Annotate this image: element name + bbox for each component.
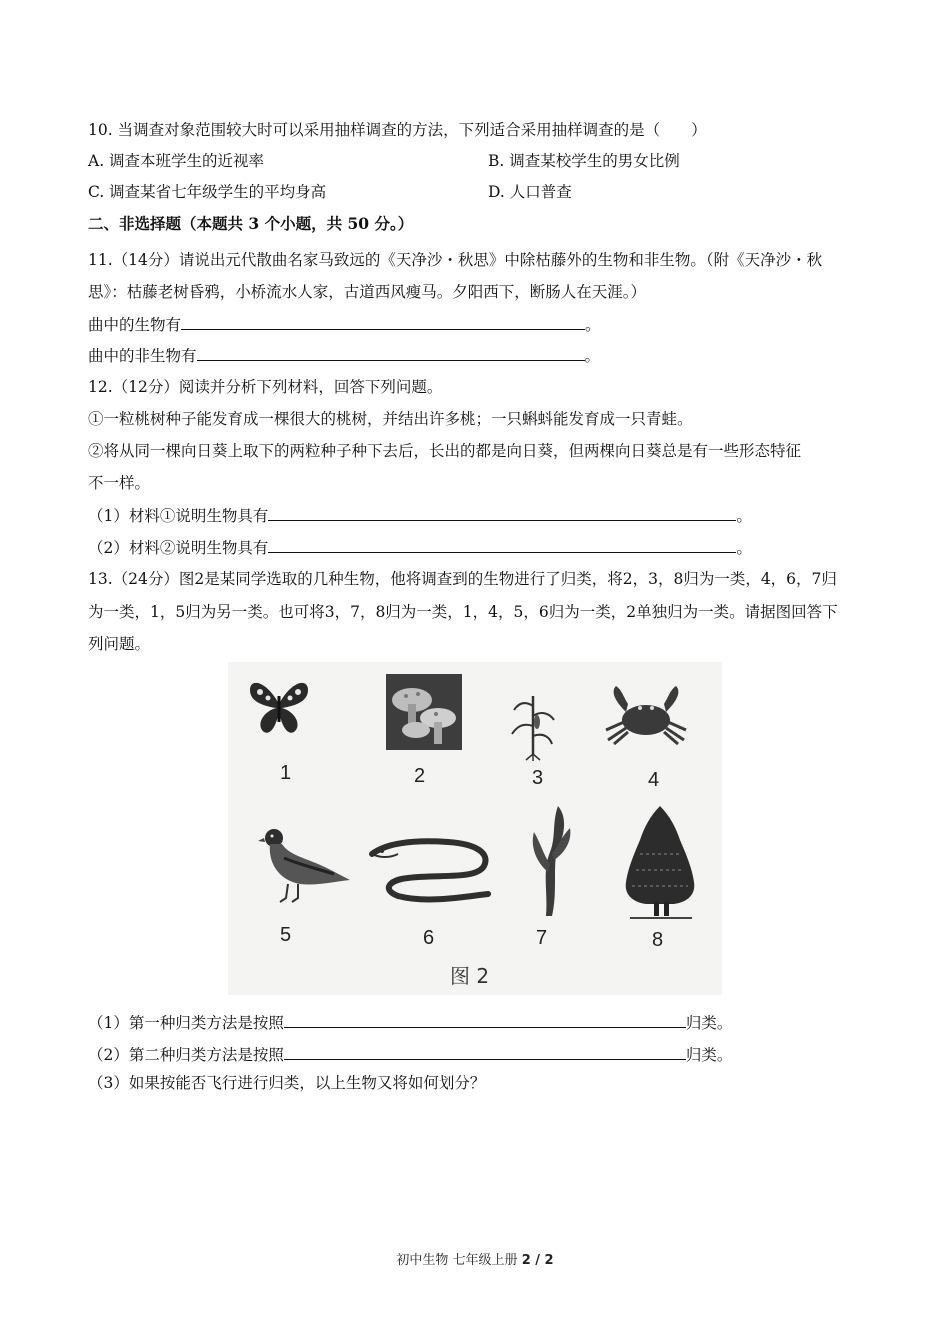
figure-number: 8 — [652, 929, 664, 951]
mushroom-icon — [386, 674, 462, 750]
q11-line1: 11.（14分）请说出元代散曲名家马致远的《天净沙・秋思》中除枯藤外的生物和非生物。（附《天净沙・秋 — [88, 251, 823, 269]
period: 。 — [736, 507, 752, 525]
corn-plant-icon — [508, 692, 558, 762]
q10-stem: 10. 当调查对象范围较大时可以采用抽样调查的方法，下列适合采用抽样调查的是（ ） — [88, 121, 707, 139]
q11-nonliving-label: 曲中的非生物有 — [88, 347, 197, 365]
q13-sub3: （3）如果按能否飞行进行归类，以上生物又将如何划分？ — [88, 1074, 486, 1092]
figure-number: 3 — [532, 767, 544, 789]
q13-sub1-label: （1）第一种归类方法是按照 — [88, 1014, 284, 1032]
figure-number: 6 — [423, 927, 435, 949]
q12-sub1-label: （1）材料①说明生物具有 — [88, 507, 269, 525]
q11-living-row — [88, 314, 601, 335]
page-footer — [0, 1249, 950, 1268]
butterfly-icon — [246, 676, 312, 738]
q13-line1: 13.（24分）图2是某同学选取的几种生物，他将调查到的生物进行了归类，将2，3，8归为一类，4，6，7归 — [88, 570, 837, 588]
figure-2 — [228, 662, 722, 995]
crab-icon — [598, 682, 694, 746]
figure-number: 2 — [414, 765, 426, 787]
q12-sub2-label: （2）材料②说明生物具有 — [88, 539, 269, 557]
figure-number: 4 — [648, 769, 660, 791]
q13-line3: 列问题。 — [88, 635, 151, 653]
q10-option-a: A. 调查本班学生的近视率 — [88, 152, 265, 170]
pigeon-icon — [258, 824, 354, 908]
seaweed-icon — [522, 802, 578, 918]
q13-sub1-row — [88, 1012, 732, 1033]
q12-sub1-row — [88, 505, 752, 526]
q12-material-1: ①一粒桃树种子能发育成一棵很大的桃树，并结出许多桃；一只蝌蚪能发育成一只青蛙。 — [88, 410, 693, 428]
footer-text: 初中生物 七年级上册 — [396, 1253, 518, 1268]
q13-line2: 为一类，1，5归为另一类。也可将3，7，8归为一类，1，4，5，6归为一类，2单独归为一类。请据图回答下 — [88, 603, 838, 621]
q11-line2: 思》：枯藤老树昏鸦，小桥流水人家，古道西风瘦马。夕阳西下，断肠人在天涯。） — [88, 283, 647, 301]
page-number: 2 / 2 — [521, 1253, 554, 1268]
answer-blank[interactable] — [268, 537, 736, 553]
answer-blank[interactable] — [284, 1012, 686, 1028]
eel-icon — [368, 834, 494, 904]
period: 。 — [736, 539, 752, 557]
figure-caption: 图 2 — [450, 964, 490, 988]
answer-blank[interactable] — [268, 505, 736, 521]
figure-number: 1 — [280, 762, 292, 784]
section-title: 二、非选择题（本题共 3 个小题，共 50 分。） — [88, 214, 414, 233]
figure-number: 7 — [536, 927, 548, 949]
q13-sub-end: 归类。 — [685, 1014, 733, 1032]
q10-option-c: C. 调查某省七年级学生的平均身高 — [88, 183, 327, 201]
tree-icon — [620, 804, 700, 920]
q13-sub2-row — [88, 1044, 732, 1065]
period: 。 — [584, 347, 601, 365]
q13-sub-end: 归类。 — [685, 1046, 733, 1064]
answer-blank[interactable] — [197, 345, 585, 361]
answer-blank[interactable] — [181, 314, 585, 330]
q10-option-b: B. 调查某校学生的男女比例 — [488, 152, 680, 170]
q12-stem: 12.（12分）阅读并分析下列材料，回答下列问题。 — [88, 378, 443, 396]
q12-material-2a: ②将从同一棵向日葵上取下的两粒种子种下去后，长出的都是向日葵，但两棵向日葵总是有一些形态特征 — [88, 442, 802, 460]
figure-number: 5 — [280, 924, 292, 946]
q11-living-label: 曲中的生物有 — [88, 316, 182, 334]
answer-blank[interactable] — [284, 1044, 686, 1060]
q12-material-2b: 不一样。 — [88, 474, 151, 492]
q13-sub2-label: （2）第二种归类方法是按照 — [88, 1046, 284, 1064]
q10-option-d: D. 人口普查 — [488, 183, 572, 201]
period: 。 — [585, 316, 601, 334]
q12-sub2-row — [88, 537, 752, 558]
q11-nonliving-row — [88, 345, 600, 366]
